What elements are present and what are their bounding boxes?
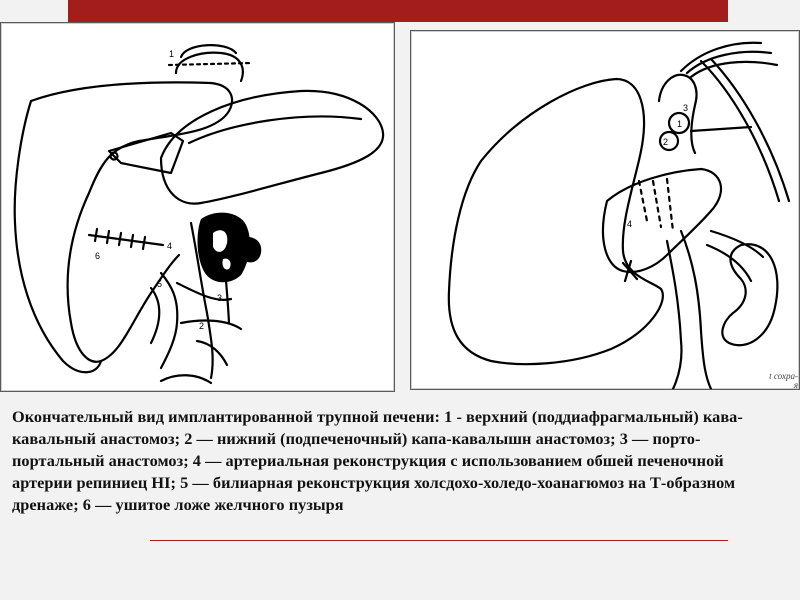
right-label-3: 3	[683, 103, 689, 113]
right-label-4: 4	[627, 219, 633, 229]
left-label-2: 2	[199, 321, 205, 331]
right-liver-illustration	[410, 30, 800, 390]
left-label-3: 3	[217, 293, 223, 303]
left-label-6: 6	[95, 251, 101, 261]
caption-rule	[150, 540, 728, 541]
right-label-2: 2	[663, 137, 669, 147]
kidney-outline	[722, 244, 777, 345]
right-liver-drawing	[411, 31, 799, 389]
left-label-5: 5	[157, 279, 163, 289]
caudate-region	[603, 169, 721, 272]
gallbladder-bed-suture	[89, 235, 163, 245]
left-liver-drawing	[1, 23, 394, 391]
left-lobe-outline	[161, 91, 383, 204]
crop-note-line-1: t сохра-	[769, 371, 798, 381]
figure-caption: Окончательный вид имплантированной трупной печени: 1 - верхний (поддиафрагмальный) кава-кавальный анастомоз; 2 — нижний (подпеченочный) капа-кавалышн анастомоз; 3 — порто-портальный анастомоз; 4 — артериальная реконструкция с использованием обшей печеночной артерии репиниец HI; 5 — билиарная реконструкция холсдохо-холедо-хоанагюмоз на Т-образном дренаже; 6 — ушитое ложе желчного пузыря	[12, 407, 743, 514]
left-label-4: 4	[167, 241, 173, 251]
left-label-1: 1	[169, 49, 175, 59]
title-band	[68, 0, 728, 22]
crop-note	[769, 372, 798, 390]
left-liver-illustration	[0, 22, 395, 392]
upper-cava	[176, 53, 243, 81]
crop-note-line-2: я	[793, 380, 798, 390]
right-label-1: 1	[677, 119, 683, 129]
